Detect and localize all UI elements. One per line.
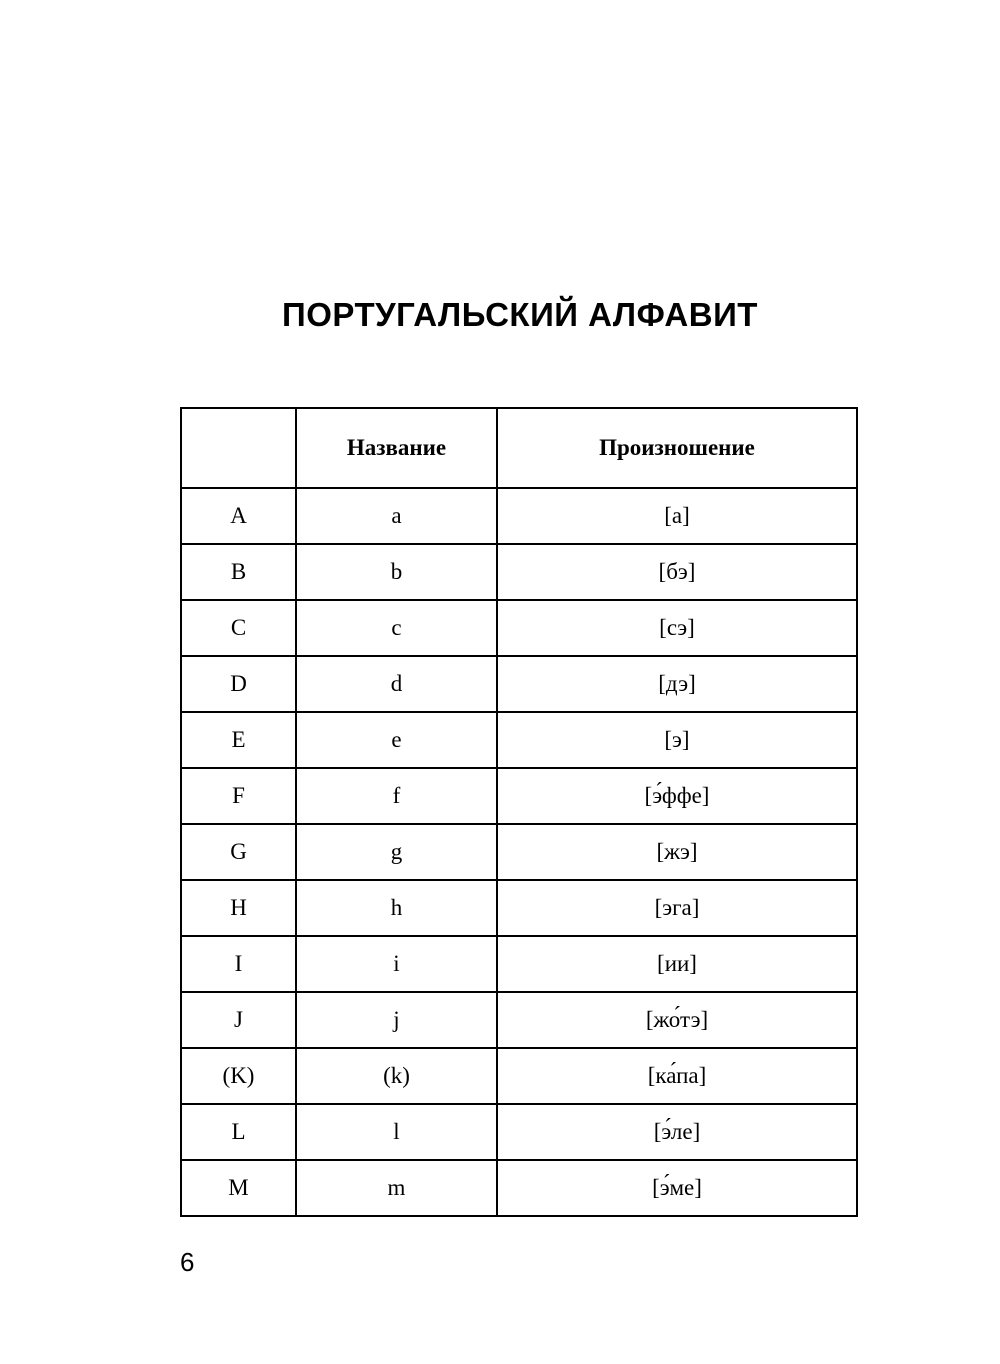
letter-cell: M	[181, 1160, 296, 1216]
header-pronunciation: Произношение	[497, 408, 857, 488]
letter-cell: L	[181, 1104, 296, 1160]
table-row	[181, 488, 857, 544]
name-cell: j	[296, 992, 497, 1048]
name-cell: (k)	[296, 1048, 497, 1104]
table-row	[181, 768, 857, 824]
header-name: Название	[296, 408, 497, 488]
name-cell: b	[296, 544, 497, 600]
pronunciation-cell: [бэ]	[497, 544, 857, 600]
pronunciation-cell: [ка́па]	[497, 1048, 857, 1104]
name-cell: a	[296, 488, 497, 544]
table-row	[181, 712, 857, 768]
table-row	[181, 880, 857, 936]
letter-cell: (K)	[181, 1048, 296, 1104]
letter-cell: J	[181, 992, 296, 1048]
pronunciation-cell: [э́ме]	[497, 1160, 857, 1216]
pronunciation-cell: [э]	[497, 712, 857, 768]
pronunciation-cell: [жэ]	[497, 824, 857, 880]
table-row	[181, 992, 857, 1048]
pronunciation-cell: [ии]	[497, 936, 857, 992]
pronunciation-cell: [э́ле]	[497, 1104, 857, 1160]
name-cell: l	[296, 1104, 497, 1160]
name-cell: h	[296, 880, 497, 936]
table-row	[181, 544, 857, 600]
table-row	[181, 936, 857, 992]
pronunciation-cell: [а]	[497, 488, 857, 544]
page-number: 6	[180, 1247, 195, 1277]
alphabet-table	[180, 407, 858, 1217]
letter-cell: H	[181, 880, 296, 936]
pronunciation-cell: [дэ]	[497, 656, 857, 712]
pronunciation-cell: [сэ]	[497, 600, 857, 656]
letter-cell: I	[181, 936, 296, 992]
name-cell: i	[296, 936, 497, 992]
name-cell: e	[296, 712, 497, 768]
table-body	[181, 488, 857, 1216]
letter-cell: F	[181, 768, 296, 824]
table-row	[181, 600, 857, 656]
table-row	[181, 1160, 857, 1216]
table-row	[181, 656, 857, 712]
name-cell: d	[296, 656, 497, 712]
name-cell: c	[296, 600, 497, 656]
pronunciation-cell: [эга]	[497, 880, 857, 936]
letter-cell: D	[181, 656, 296, 712]
name-cell: f	[296, 768, 497, 824]
table-row	[181, 824, 857, 880]
name-cell: g	[296, 824, 497, 880]
pronunciation-cell: [э́ффе]	[497, 768, 857, 824]
letter-cell: G	[181, 824, 296, 880]
page-title: ПОРТУГАЛЬСКИЙ АЛФАВИТ	[282, 296, 758, 333]
table-row	[181, 1048, 857, 1104]
letter-cell: E	[181, 712, 296, 768]
header-row	[181, 408, 857, 488]
header-letter	[181, 408, 296, 488]
pronunciation-cell: [жо́тэ]	[497, 992, 857, 1048]
table-header	[181, 408, 857, 488]
letter-cell: B	[181, 544, 296, 600]
table-row	[181, 1104, 857, 1160]
letter-cell: C	[181, 600, 296, 656]
name-cell: m	[296, 1160, 497, 1216]
letter-cell: A	[181, 488, 296, 544]
